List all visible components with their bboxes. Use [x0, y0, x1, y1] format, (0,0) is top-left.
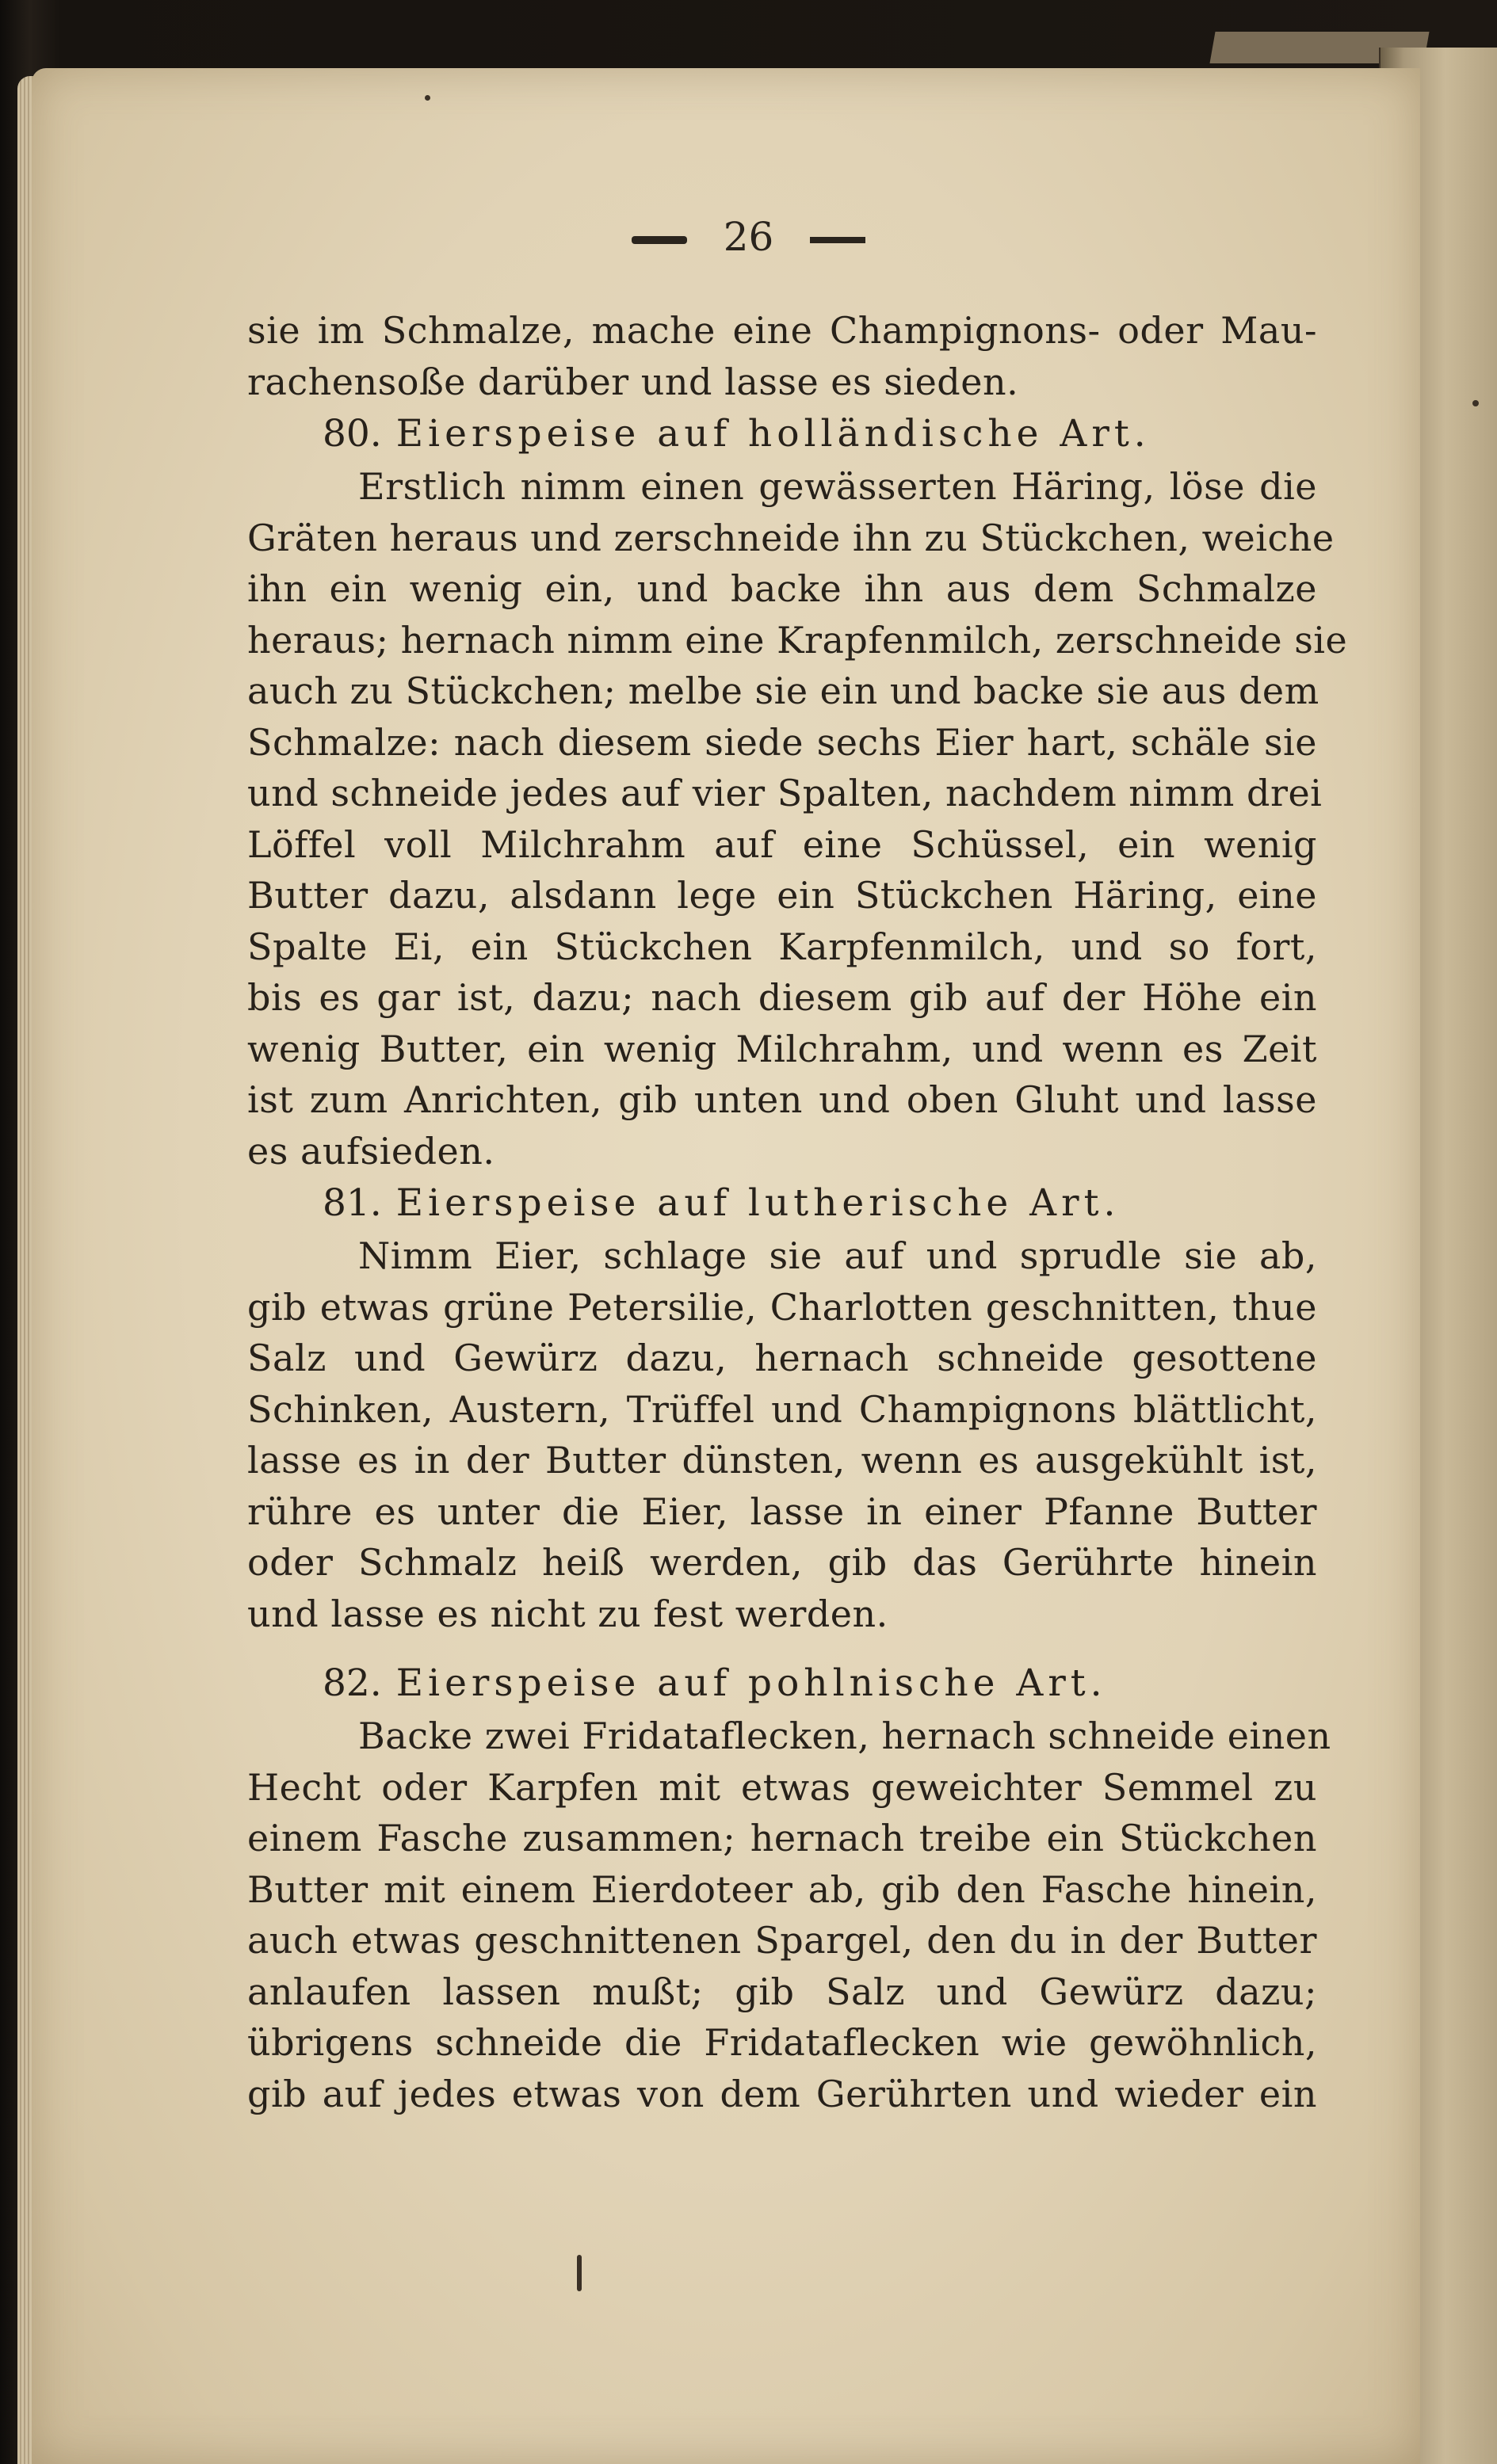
recipe-heading-80: [247, 407, 1317, 461]
text-line: Spalte Ei, ein Stückchen Karpfenmilch, und so fort,: [247, 925, 1317, 968]
text-line: auch etwas geschnittenen Spargel, den du in der Butter: [247, 1919, 1317, 1962]
header-dash-right: [810, 237, 865, 243]
page-header: [0, 214, 1497, 261]
text-line: Butter mit einem Eierdoteer ab, gib den Fasche hinein,: [247, 1867, 1317, 1911]
text-line: rühre es unter die Eier, lasse in einer Pfanne Butter: [247, 1489, 1317, 1533]
text-line: oder Schmalz heiß werden, gib das Gerührte hinein: [247, 1541, 1317, 1584]
text-line: Backe zwei Fridataflecken, hernach schneide einen: [358, 1715, 1331, 1757]
header-dash-left: [632, 236, 687, 244]
recipe-title: Eierspeise auf holländische Art.: [395, 412, 1151, 456]
text-line: heraus; hernach nimm eine Krapfenmilch, zerschneide sie: [247, 618, 1348, 662]
text-line: lasse es in der Butter dünsten, wenn es ausgekühlt ist,: [247, 1439, 1317, 1482]
ink-speck: [425, 95, 430, 101]
recipe-title: Eierspeise auf pohlnische Art.: [395, 1661, 1107, 1705]
text-line: anlaufen lassen mußt; gib Salz und Gewürz dazu;: [247, 1970, 1317, 2013]
text-line: und schneide jedes auf vier Spalten, nachdem nimm drei: [247, 772, 1323, 814]
section-gap: [247, 1639, 1317, 1657]
text-line: Salz und Gewürz dazu, hernach schneide gesottene: [247, 1337, 1317, 1379]
recipe-number: 82.: [323, 1661, 382, 1705]
text-line: übrigens schneide die Fridataflecken wie gewöhnlich,: [247, 2021, 1317, 2064]
text-line: Schmalze: nach diesem siede sechs Eier hart, schäle sie: [247, 720, 1317, 764]
recipe-number: 81.: [323, 1181, 382, 1225]
text-line: sie im Schmalze, mache eine Champignons- oder Mau-: [247, 309, 1317, 352]
text-line: Hecht oder Karpfen mit etwas geweichter Semmel zu: [247, 1765, 1317, 1809]
text-line: wenig Butter, ein wenig Milchrahm, und wenn es Zeit: [247, 1027, 1317, 1070]
text-line: gib auf jedes etwas von dem Gerührten und wieder ein: [247, 2072, 1317, 2115]
ink-mark: [577, 2255, 582, 2291]
text-line: bis es gar ist, dazu; nach diesem gib auf der Höhe ein: [247, 976, 1317, 1019]
recipe-heading-81: [247, 1177, 1317, 1230]
text-line: Nimm Eier, schlage sie auf und sprudle sie ab,: [358, 1234, 1317, 1277]
text-line: und lasse es nicht zu fest werden.: [247, 1592, 888, 1635]
text-line: Löffel voll Milchrahm auf eine Schüssel, ein wenig: [247, 822, 1317, 866]
text-line: einem Fasche zusammen; hernach treibe ein Stückchen: [247, 1817, 1317, 1859]
text-line: Butter dazu, alsdann lege ein Stückchen Häring, eine: [247, 874, 1317, 917]
recipe-title: Eierspeise auf lutherische Art.: [395, 1181, 1121, 1225]
text-line: auch zu Stückchen; melbe sie ein und backe sie aus dem: [247, 669, 1319, 712]
text-line: gib etwas grüne Petersilie, Charlotten geschnitten, thue: [247, 1285, 1317, 1329]
text-line: Schinken, Austern, Trüffel und Champignons blättlicht,: [247, 1387, 1317, 1431]
page-number: 26: [723, 214, 774, 260]
page-text: [247, 305, 1348, 2119]
text-line: es aufsieden.: [247, 1129, 495, 1173]
recipe-number: 80.: [323, 412, 382, 456]
text-line: Erstlich nimm einen gewässerten Häring, löse die: [358, 465, 1317, 508]
text-line: rachensoße darüber und lasse es sieden.: [247, 360, 1019, 403]
text-line: ist zum Anrichten, gib unten und oben Gluht und lasse: [247, 1078, 1317, 1121]
ink-speck: [1472, 400, 1479, 406]
text-line: ihn ein wenig ein, und backe ihn aus dem Schmalze: [247, 567, 1317, 610]
text-line: Gräten heraus und zerschneide ihn zu Stückchen, weiche: [247, 516, 1335, 559]
recipe-heading-82: [247, 1657, 1317, 1711]
